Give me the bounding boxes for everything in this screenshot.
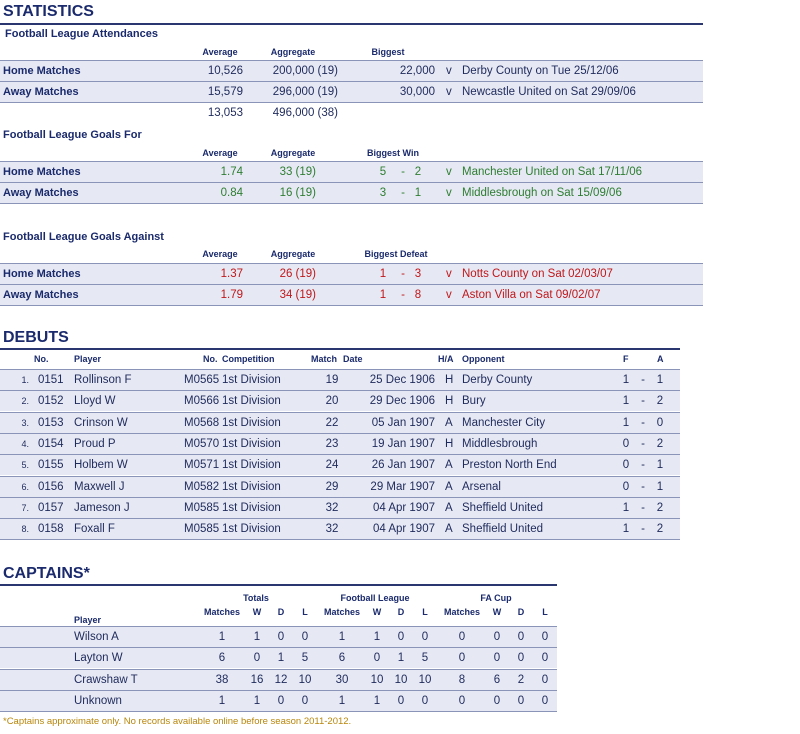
ga-home-average: 1.37: [220, 268, 243, 280]
captain-player: Crawshaw T: [74, 673, 138, 686]
captains-note: *Captains approximate only. No records available online before season 2011-2012.: [3, 716, 352, 727]
gf-home-label: Home Matches: [3, 166, 81, 178]
col-matches: Matches: [323, 607, 360, 617]
debut-date: 26 Jan 1907: [371, 459, 435, 472]
captain-d: 0: [517, 631, 525, 643]
debut-player: Crinson W: [74, 416, 128, 429]
captain-w: 1: [253, 694, 261, 707]
ga-home-aggregate: 26 (19): [279, 268, 316, 280]
goals-against-title: Football League Goals Against: [3, 231, 164, 243]
debut-opponent: Arsenal: [462, 480, 501, 493]
col-competition: Competition: [222, 354, 275, 364]
debut-index: 6.: [21, 481, 29, 492]
att-home-aggregate: 200,000 (19): [272, 65, 338, 77]
captain-d: 0: [277, 631, 285, 643]
gf-away-a: 1: [414, 187, 422, 199]
col-match: Match: [311, 354, 338, 364]
gf-home-dash: -: [401, 166, 405, 178]
captain-w: 0: [253, 652, 261, 665]
debut-index: 1.: [21, 375, 29, 385]
gf-home-detail: Manchester United on Sat 17/11/06: [462, 166, 643, 178]
debut-player: Lloyd W: [74, 395, 116, 408]
captain-l: 0: [541, 673, 549, 686]
row-rule: [0, 161, 703, 162]
debut-player-no: 0151: [38, 374, 64, 386]
debut-f: 1: [622, 395, 630, 408]
debut-dash: -: [641, 523, 645, 536]
debut-ha: H: [445, 437, 454, 450]
debut-dash: -: [641, 416, 645, 429]
debut-opponent: Bury: [462, 395, 486, 408]
captain-player: Unknown: [74, 694, 122, 707]
debut-date: 29 Dec 1906: [369, 395, 435, 408]
debut-match-no: M0568: [184, 416, 220, 429]
col-l: L: [302, 607, 308, 617]
attendance-title: Football League Attendances: [5, 28, 159, 40]
debut-opponent: Sheffield United: [462, 501, 543, 514]
captain-w: 0: [493, 694, 501, 707]
row-rule: [0, 454, 680, 455]
debut-match: 19: [325, 374, 339, 386]
debut-a: 2: [656, 437, 664, 450]
col-average: Average: [202, 47, 238, 57]
captain-l: 0: [301, 631, 309, 643]
captain-l: 10: [418, 673, 432, 686]
captain-w: 0: [493, 631, 501, 643]
col-no: No.: [34, 354, 49, 364]
att-home-v: v: [446, 65, 452, 77]
debut-ha: A: [445, 523, 453, 536]
col-f: F: [623, 354, 629, 364]
debut-match: 22: [325, 416, 339, 429]
debut-player: Maxwell J: [74, 480, 125, 493]
col-d: D: [517, 607, 525, 617]
att-home-biggest: 22,000: [399, 65, 435, 77]
debut-a: 2: [656, 395, 664, 408]
debut-index: 8.: [21, 524, 29, 535]
row-rule: [0, 60, 703, 61]
row-rule: [0, 539, 680, 540]
captain-d: 1: [277, 652, 285, 665]
divider: [0, 348, 680, 350]
debut-ha: A: [445, 459, 453, 472]
att-home-average: 10,526: [207, 65, 243, 77]
captain-l: 10: [298, 673, 312, 686]
debut-player-no: 0155: [38, 459, 64, 472]
captain-w: 16: [250, 673, 264, 686]
gf-away-detail: Middlesbrough on Sat 15/09/06: [462, 187, 622, 199]
debut-index: 2.: [21, 396, 29, 407]
captain-d: 0: [397, 694, 405, 707]
debut-f: 0: [622, 480, 630, 493]
att-away-detail: Newcastle United on Sat 29/09/06: [462, 86, 636, 98]
captain-matches: 0: [458, 694, 466, 707]
debut-date: 04 Apr 1907: [372, 523, 435, 536]
captain-d: 12: [274, 673, 288, 686]
debut-index: 4.: [21, 438, 29, 449]
debut-index: 7.: [21, 502, 29, 513]
captain-l: 5: [301, 652, 309, 665]
captain-matches: 6: [338, 652, 346, 665]
debut-player-no: 0157: [38, 501, 64, 514]
goals-for-title: Football League Goals For: [3, 129, 142, 141]
group-league: Football League: [340, 593, 410, 603]
row-rule: [0, 305, 703, 306]
captain-d: 2: [517, 673, 525, 686]
debut-player-no: 0154: [38, 437, 64, 450]
debut-player-no: 0153: [38, 416, 64, 429]
col-d: D: [277, 607, 285, 617]
debut-competition: 1st Division: [222, 523, 281, 536]
row-rule: [0, 518, 680, 519]
att-away-v: v: [446, 86, 452, 98]
captains-title: CAPTAINS*: [3, 565, 90, 582]
col-player: Player: [74, 615, 102, 625]
debut-date: 25 Dec 1906: [369, 374, 435, 386]
debut-match: 24: [325, 459, 339, 472]
debut-ha: A: [445, 480, 453, 493]
debut-match-no: M0582: [184, 480, 220, 493]
att-total-average: 13,053: [207, 107, 243, 119]
gf-away-v: v: [446, 187, 452, 199]
debut-dash: -: [641, 501, 645, 514]
debut-index: 5.: [21, 460, 29, 471]
row-rule: [0, 497, 680, 498]
debut-player-no: 0156: [38, 480, 64, 493]
col-biggest-defeat: Biggest Defeat: [364, 249, 428, 259]
debut-date: 29 Mar 1907: [370, 480, 435, 493]
col-aggregate: Aggregate: [270, 148, 316, 158]
captain-matches: 6: [218, 652, 226, 665]
debut-f: 0: [622, 437, 630, 450]
debut-opponent: Derby County: [462, 374, 533, 386]
ga-away-dash: -: [401, 289, 405, 301]
captain-w: 1: [373, 694, 381, 707]
debut-match-no: M0565: [184, 374, 220, 386]
ga-home-detail: Notts County on Sat 02/03/07: [462, 268, 613, 280]
captain-w: 0: [493, 652, 501, 665]
captain-matches: 8: [458, 673, 466, 686]
group-cup: FA Cup: [480, 593, 512, 603]
col-w: W: [492, 607, 502, 617]
debut-f: 1: [622, 374, 630, 386]
captain-w: 1: [253, 631, 261, 643]
att-total-aggregate: 496,000 (38): [272, 107, 338, 119]
col-w: W: [372, 607, 382, 617]
debut-player-no: 0158: [38, 523, 64, 536]
debut-opponent: Manchester City: [462, 416, 546, 429]
att-home-detail: Derby County on Tue 25/12/06: [462, 65, 619, 77]
debut-match-no: M0566: [184, 395, 220, 408]
captain-matches: 30: [335, 673, 349, 686]
captain-matches: 1: [218, 694, 226, 707]
debut-dash: -: [641, 395, 645, 408]
debut-index: 3.: [21, 417, 29, 428]
captain-d: 0: [517, 652, 525, 665]
debut-competition: 1st Division: [222, 374, 281, 386]
ga-away-v: v: [446, 289, 452, 301]
debut-dash: -: [641, 374, 645, 386]
group-totals: Totals: [243, 593, 269, 603]
gf-away-label: Away Matches: [3, 187, 79, 199]
captain-w: 0: [373, 652, 381, 665]
captain-matches: 0: [458, 631, 466, 643]
row-rule: [0, 626, 557, 627]
ga-away-detail: Aston Villa on Sat 09/02/07: [462, 289, 601, 301]
captain-player: Wilson A: [74, 631, 119, 643]
att-away-aggregate: 296,000 (19): [272, 86, 338, 98]
gf-home-v: v: [446, 166, 452, 178]
gf-home-aggregate: 33 (19): [279, 166, 316, 178]
debut-a: 2: [656, 523, 664, 536]
gf-away-f: 3: [379, 187, 387, 199]
debut-player: Rollinson F: [74, 374, 132, 386]
debut-player-no: 0152: [38, 395, 64, 408]
att-away-label: Away Matches: [3, 86, 79, 98]
debut-match: 32: [325, 501, 339, 514]
captain-l: 0: [541, 631, 549, 643]
row-rule: [0, 412, 680, 413]
debut-match-no: M0570: [184, 437, 220, 450]
ga-away-a: 8: [414, 289, 422, 301]
row-rule: [0, 647, 557, 648]
captain-matches: 0: [458, 652, 466, 665]
debut-f: 1: [622, 501, 630, 514]
row-rule: [0, 711, 557, 712]
debut-competition: 1st Division: [222, 395, 281, 408]
col-w: W: [252, 607, 262, 617]
gf-away-aggregate: 16 (19): [279, 187, 316, 199]
captain-l: 0: [421, 694, 429, 707]
ga-away-f: 1: [379, 289, 387, 301]
debut-competition: 1st Division: [222, 480, 281, 493]
debut-date: 19 Jan 1907: [371, 437, 435, 450]
col-aggregate: Aggregate: [270, 249, 316, 259]
captain-d: 0: [517, 694, 525, 707]
captain-matches: 1: [338, 694, 346, 707]
row-rule: [0, 182, 703, 183]
captain-d: 0: [397, 631, 405, 643]
gf-away-dash: -: [401, 187, 405, 199]
row-rule: [0, 263, 703, 264]
ga-away-label: Away Matches: [3, 289, 79, 301]
debut-match: 32: [325, 523, 339, 536]
debut-ha: A: [445, 501, 453, 514]
gf-home-f: 5: [379, 166, 387, 178]
ga-home-dash: -: [401, 268, 405, 280]
debut-dash: -: [641, 459, 645, 472]
captain-w: 6: [493, 673, 501, 686]
col-matches: Matches: [203, 607, 240, 617]
debut-a: 1: [656, 480, 664, 493]
captain-l: 0: [301, 694, 309, 707]
captain-l: 0: [421, 631, 429, 643]
debut-ha: H: [445, 374, 454, 386]
debut-f: 1: [622, 416, 630, 429]
col-ha: H/A: [438, 354, 454, 364]
captain-l: 5: [421, 652, 429, 665]
statistics-title: STATISTICS: [3, 3, 94, 20]
col-match-no: No.: [203, 354, 218, 364]
debut-match-no: M0585: [184, 523, 220, 536]
debut-a: 2: [656, 501, 664, 514]
ga-home-label: Home Matches: [3, 268, 81, 280]
row-rule: [0, 433, 680, 434]
row-rule: [0, 690, 557, 691]
ga-away-average: 1.79: [220, 289, 243, 301]
captain-d: 0: [277, 694, 285, 707]
divider: [0, 584, 557, 586]
debut-match: 23: [325, 437, 339, 450]
row-rule: [0, 81, 703, 82]
col-biggest-win: Biggest Win: [367, 148, 419, 158]
debut-opponent: Sheffield United: [462, 523, 543, 536]
debut-competition: 1st Division: [222, 501, 281, 514]
row-rule: [0, 284, 703, 285]
row-rule: [0, 669, 557, 670]
debut-f: 1: [622, 523, 630, 536]
col-date: Date: [343, 354, 363, 364]
captain-matches: 1: [338, 631, 346, 643]
ga-home-f: 1: [379, 268, 387, 280]
captain-d: 10: [394, 673, 408, 686]
col-opponent: Opponent: [462, 354, 505, 364]
row-rule: [0, 476, 680, 477]
row-rule: [0, 390, 680, 391]
debut-match: 20: [325, 395, 339, 408]
debut-f: 0: [622, 459, 630, 472]
att-away-biggest: 30,000: [399, 86, 435, 98]
debut-opponent: Middlesbrough: [462, 437, 538, 450]
col-average: Average: [202, 249, 238, 259]
att-away-average: 15,579: [207, 86, 243, 98]
col-biggest: Biggest: [371, 47, 405, 57]
col-player: Player: [74, 354, 102, 364]
captain-w: 10: [370, 673, 384, 686]
col-l: L: [542, 607, 548, 617]
row-rule: [0, 203, 703, 204]
captain-l: 0: [541, 652, 549, 665]
debut-a: 0: [656, 416, 664, 429]
debut-dash: -: [641, 480, 645, 493]
col-a: A: [657, 354, 664, 364]
ga-home-v: v: [446, 268, 452, 280]
debut-match-no: M0571: [184, 459, 220, 472]
debut-match-no: M0585: [184, 501, 220, 514]
debut-dash: -: [641, 437, 645, 450]
col-d: D: [397, 607, 405, 617]
gf-home-a: 2: [414, 166, 422, 178]
captain-player: Layton W: [74, 652, 123, 665]
row-rule: [0, 369, 680, 370]
captain-d: 1: [397, 652, 405, 665]
captain-matches: 38: [215, 673, 229, 686]
col-aggregate: Aggregate: [270, 47, 316, 57]
captain-matches: 1: [218, 631, 226, 643]
debut-date: 04 Apr 1907: [372, 501, 435, 514]
debut-player: Jameson J: [74, 501, 130, 514]
debuts-title: DEBUTS: [3, 329, 69, 346]
debut-match: 29: [325, 480, 339, 493]
col-l: L: [422, 607, 428, 617]
col-matches: Matches: [443, 607, 480, 617]
debut-competition: 1st Division: [222, 416, 281, 429]
debut-player: Proud P: [74, 437, 116, 450]
captain-l: 0: [541, 694, 549, 707]
ga-away-aggregate: 34 (19): [279, 289, 316, 301]
gf-home-average: 1.74: [220, 166, 243, 178]
debut-a: 1: [656, 374, 664, 386]
debut-date: 05 Jan 1907: [371, 416, 435, 429]
debut-player: Foxall F: [74, 523, 115, 536]
debut-competition: 1st Division: [222, 437, 281, 450]
debut-opponent: Preston North End: [462, 459, 557, 472]
divider: [0, 23, 703, 25]
ga-home-a: 3: [414, 268, 422, 280]
debut-ha: H: [445, 395, 454, 408]
debut-ha: A: [445, 416, 453, 429]
gf-away-average: 0.84: [220, 187, 243, 199]
debut-a: 1: [656, 459, 664, 472]
col-average: Average: [202, 148, 238, 158]
row-rule: [0, 102, 703, 103]
debut-player: Holbem W: [74, 459, 128, 472]
debut-competition: 1st Division: [222, 459, 281, 472]
att-home-label: Home Matches: [3, 65, 81, 77]
captain-w: 1: [373, 631, 381, 643]
